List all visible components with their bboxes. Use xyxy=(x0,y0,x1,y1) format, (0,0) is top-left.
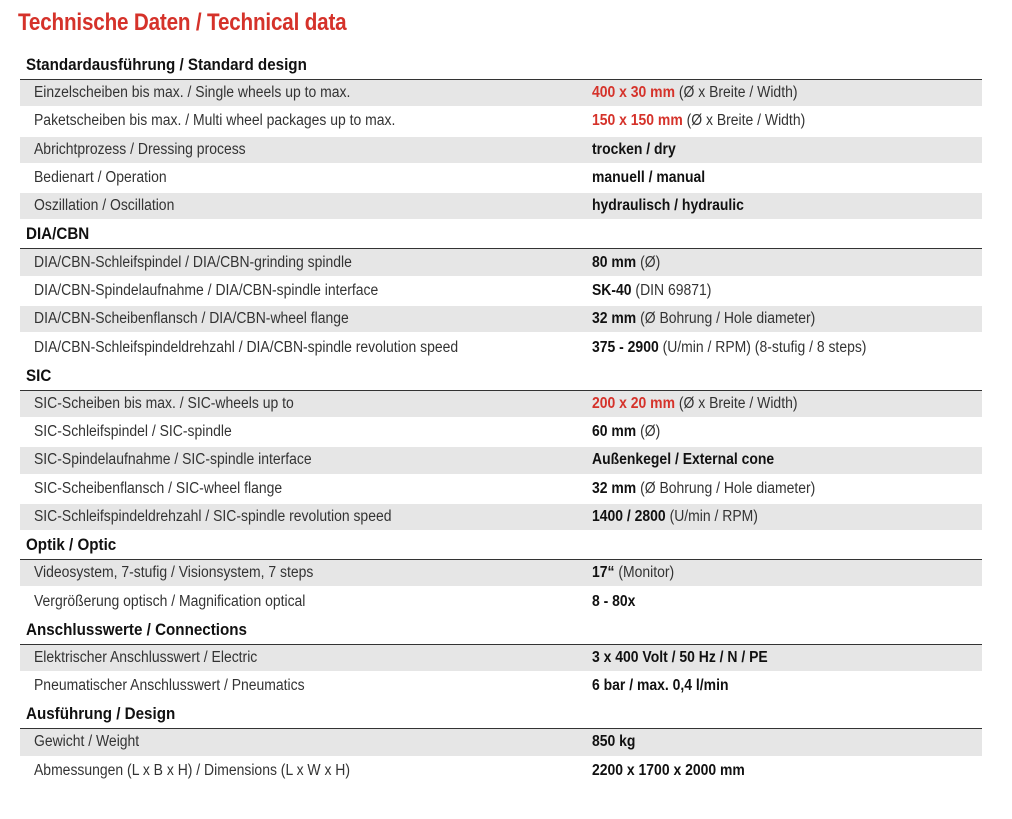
section-heading-text: Anschlusswerte / Connections xyxy=(26,620,248,639)
table-row xyxy=(20,729,982,757)
spec-value-wrap xyxy=(592,423,660,441)
section-heading-text: DIA/CBN xyxy=(26,225,90,244)
section-heading xyxy=(20,532,982,560)
spec-label xyxy=(20,84,592,102)
table-row xyxy=(20,391,982,419)
spec-value-note: (Ø Bohrung / Hole diameter) xyxy=(636,310,816,328)
spec-label-text: Bedienart / Operation xyxy=(34,169,167,187)
spec-label xyxy=(20,564,592,582)
spec-label-text: Einzelscheiben bis max. / Single wheels up to max. xyxy=(34,84,351,102)
spec-label-text: Abrichtprozess / Dressing process xyxy=(34,140,246,158)
section-heading-text: Standardausführung / Standard design xyxy=(26,56,307,74)
spec-value-wrap xyxy=(592,677,728,695)
spec-value-wrap xyxy=(592,197,744,215)
table-row xyxy=(20,334,982,362)
spec-value-wrap xyxy=(592,112,805,130)
spec-value-note: (Ø Bohrung / Hole diameter) xyxy=(636,479,816,497)
spec-label-text: SIC-Scheibenflansch / SIC-wheel flange xyxy=(34,479,283,497)
spec-label-text: SIC-Scheiben bis max. / SIC-wheels up to xyxy=(34,394,294,412)
table-row xyxy=(20,249,982,277)
spec-value-wrap xyxy=(592,508,758,526)
spec-value-note: (U/min / RPM) (8-stufig / 8 steps) xyxy=(658,338,867,356)
spec-value-main: manuell / manual xyxy=(592,169,706,187)
spec-value xyxy=(592,254,668,272)
table-row xyxy=(20,645,982,673)
spec-value-note: (Monitor) xyxy=(614,564,675,582)
spec-label xyxy=(20,480,592,498)
spec-value-wrap xyxy=(592,593,635,611)
technical-data-table xyxy=(20,52,982,786)
table-row xyxy=(20,80,982,108)
spec-label xyxy=(20,733,592,751)
table-row xyxy=(20,193,982,221)
spec-label-text: DIA/CBN-Schleifspindeldrehzahl / DIA/CBN-spindle revolution speed xyxy=(34,338,459,356)
spec-label-text: DIA/CBN-Schleifspindel / DIA/CBN-grinding spindle xyxy=(34,253,352,271)
spec-value-main: trocken / dry xyxy=(592,140,676,158)
table-row xyxy=(20,419,982,447)
spec-label-text: Gewicht / Weight xyxy=(34,733,140,751)
spec-value xyxy=(592,508,776,526)
section-heading-text: Optik / Optic xyxy=(26,536,117,555)
spec-value-main: 32 mm xyxy=(592,479,637,497)
spec-label xyxy=(20,339,592,357)
spec-label-text: Vergrößerung optisch / Magnification optical xyxy=(34,592,306,610)
spec-value-wrap xyxy=(592,564,674,582)
spec-value xyxy=(592,677,744,695)
spec-label xyxy=(20,593,592,611)
table-row xyxy=(20,447,982,475)
spec-value xyxy=(592,564,683,582)
spec-label-text: Elektrischer Anschlusswert / Electric xyxy=(34,648,258,666)
spec-value-note: (DIN 69871) xyxy=(631,281,712,299)
section-heading xyxy=(20,617,982,645)
table-row xyxy=(20,108,982,136)
spec-value xyxy=(592,649,787,667)
spec-value xyxy=(592,169,718,187)
spec-label xyxy=(20,197,592,215)
spec-value-main: 150 x 150 mm xyxy=(592,112,683,130)
spec-value-main: 400 x 30 mm xyxy=(592,84,675,102)
spec-label xyxy=(20,423,592,441)
spec-value-main: 6 bar / max. 0,4 l/min xyxy=(592,677,729,695)
spec-label-text: SIC-Schleifspindel / SIC-spindle xyxy=(34,423,232,441)
spec-value xyxy=(592,451,794,469)
spec-value xyxy=(592,112,829,130)
spec-value-wrap xyxy=(592,282,711,300)
page-title: Technische Daten / Technical data xyxy=(18,9,347,36)
spec-value-main: 32 mm xyxy=(592,310,637,328)
spec-value xyxy=(592,282,725,300)
spec-value-wrap xyxy=(592,169,705,187)
spec-value-wrap xyxy=(592,339,866,357)
spec-value xyxy=(592,423,668,441)
table-row xyxy=(20,560,982,588)
spec-value-note: (Ø x Breite / Width) xyxy=(674,394,798,412)
section-heading-text: SIC xyxy=(26,366,52,385)
spec-value-main: 17“ xyxy=(592,564,615,582)
spec-label xyxy=(20,112,592,130)
spec-label-text: Abmessungen (L x B x H) / Dimensions (L x W x H) xyxy=(34,761,351,779)
spec-value xyxy=(592,762,762,780)
spec-value-main: 375 - 2900 xyxy=(592,338,659,356)
spec-value-main: 80 mm xyxy=(592,253,637,271)
section-heading xyxy=(20,701,982,729)
spec-value-main: 8 - 80x xyxy=(592,592,636,610)
table-row xyxy=(20,476,982,504)
spec-value-note: (Ø x Breite / Width) xyxy=(682,112,806,130)
spec-value xyxy=(592,593,640,611)
spec-label-text: Videosystem, 7-stufig / Visionsystem, 7 steps xyxy=(34,564,314,582)
spec-value-main: 1400 / 2800 xyxy=(592,508,666,525)
spec-label xyxy=(20,649,592,667)
spec-value-note: (Ø) xyxy=(636,423,661,441)
spec-value-note: (Ø) xyxy=(636,253,661,271)
spec-value xyxy=(592,395,820,413)
table-row xyxy=(20,137,982,165)
spec-value-main: 2200 x 1700 x 2000 mm xyxy=(592,761,745,779)
spec-label xyxy=(20,141,592,159)
spec-label xyxy=(20,451,592,469)
spec-label-text: Paketscheiben bis max. / Multi wheel packages up to max. xyxy=(34,112,396,130)
table-row xyxy=(20,306,982,334)
spec-label-text: Pneumatischer Anschlusswert / Pneumatics xyxy=(34,677,305,695)
spec-label-text: SIC-Spindelaufnahme / SIC-spindle interface xyxy=(34,451,312,469)
spec-label xyxy=(20,508,592,526)
spec-label xyxy=(20,169,592,187)
table-row xyxy=(20,278,982,306)
table-row xyxy=(20,588,982,616)
spec-value-main: SK-40 xyxy=(592,281,632,299)
spec-value-wrap xyxy=(592,395,797,413)
section-heading xyxy=(20,363,982,391)
spec-label-text: SIC-Schleifspindeldrehzahl / SIC-spindle revolution speed xyxy=(34,508,392,525)
spec-label-text: DIA/CBN-Scheibenflansch / DIA/CBN-wheel flange xyxy=(34,310,349,328)
spec-value xyxy=(592,733,640,751)
table-row xyxy=(20,673,982,701)
spec-value-wrap xyxy=(592,310,815,328)
spec-value-wrap xyxy=(592,480,815,498)
spec-label xyxy=(20,254,592,272)
spec-value-wrap xyxy=(592,254,660,272)
spec-value-wrap xyxy=(592,649,768,667)
spec-value-main: 3 x 400 Volt / 50 Hz / N / PE xyxy=(592,648,768,666)
table-row xyxy=(20,758,982,786)
section-heading-text: Ausführung / Design xyxy=(26,705,176,724)
spec-value-wrap xyxy=(592,84,797,102)
spec-value-main: 200 x 20 mm xyxy=(592,394,675,412)
spec-value-wrap xyxy=(592,733,635,751)
spec-value xyxy=(592,84,820,102)
spec-value xyxy=(592,141,685,159)
spec-value-wrap xyxy=(592,762,745,780)
spec-value-note: (Ø x Breite / Width) xyxy=(674,84,798,102)
spec-value-wrap xyxy=(592,451,774,469)
section-heading xyxy=(20,52,982,80)
spec-label-text: DIA/CBN-Spindelaufnahme / DIA/CBN-spindle interface xyxy=(34,281,379,299)
spec-label-text: Oszillation / Oscillation xyxy=(34,197,175,215)
spec-label xyxy=(20,310,592,328)
spec-value xyxy=(592,197,761,215)
spec-value-main: Außenkegel / External cone xyxy=(592,451,775,469)
spec-label xyxy=(20,395,592,413)
table-row xyxy=(20,165,982,193)
spec-value xyxy=(592,339,897,357)
section-heading xyxy=(20,221,982,249)
table-row xyxy=(20,504,982,532)
spec-value-main: 60 mm xyxy=(592,423,637,441)
spec-value-wrap xyxy=(592,141,676,159)
spec-value-main: 850 kg xyxy=(592,733,636,751)
spec-label xyxy=(20,677,592,695)
spec-value-main: hydraulisch / hydraulic xyxy=(592,197,744,215)
spec-value-note: (U/min / RPM) xyxy=(665,508,758,525)
spec-value xyxy=(592,310,840,328)
spec-value xyxy=(592,480,840,498)
spec-label xyxy=(20,282,592,300)
spec-label xyxy=(20,762,592,780)
